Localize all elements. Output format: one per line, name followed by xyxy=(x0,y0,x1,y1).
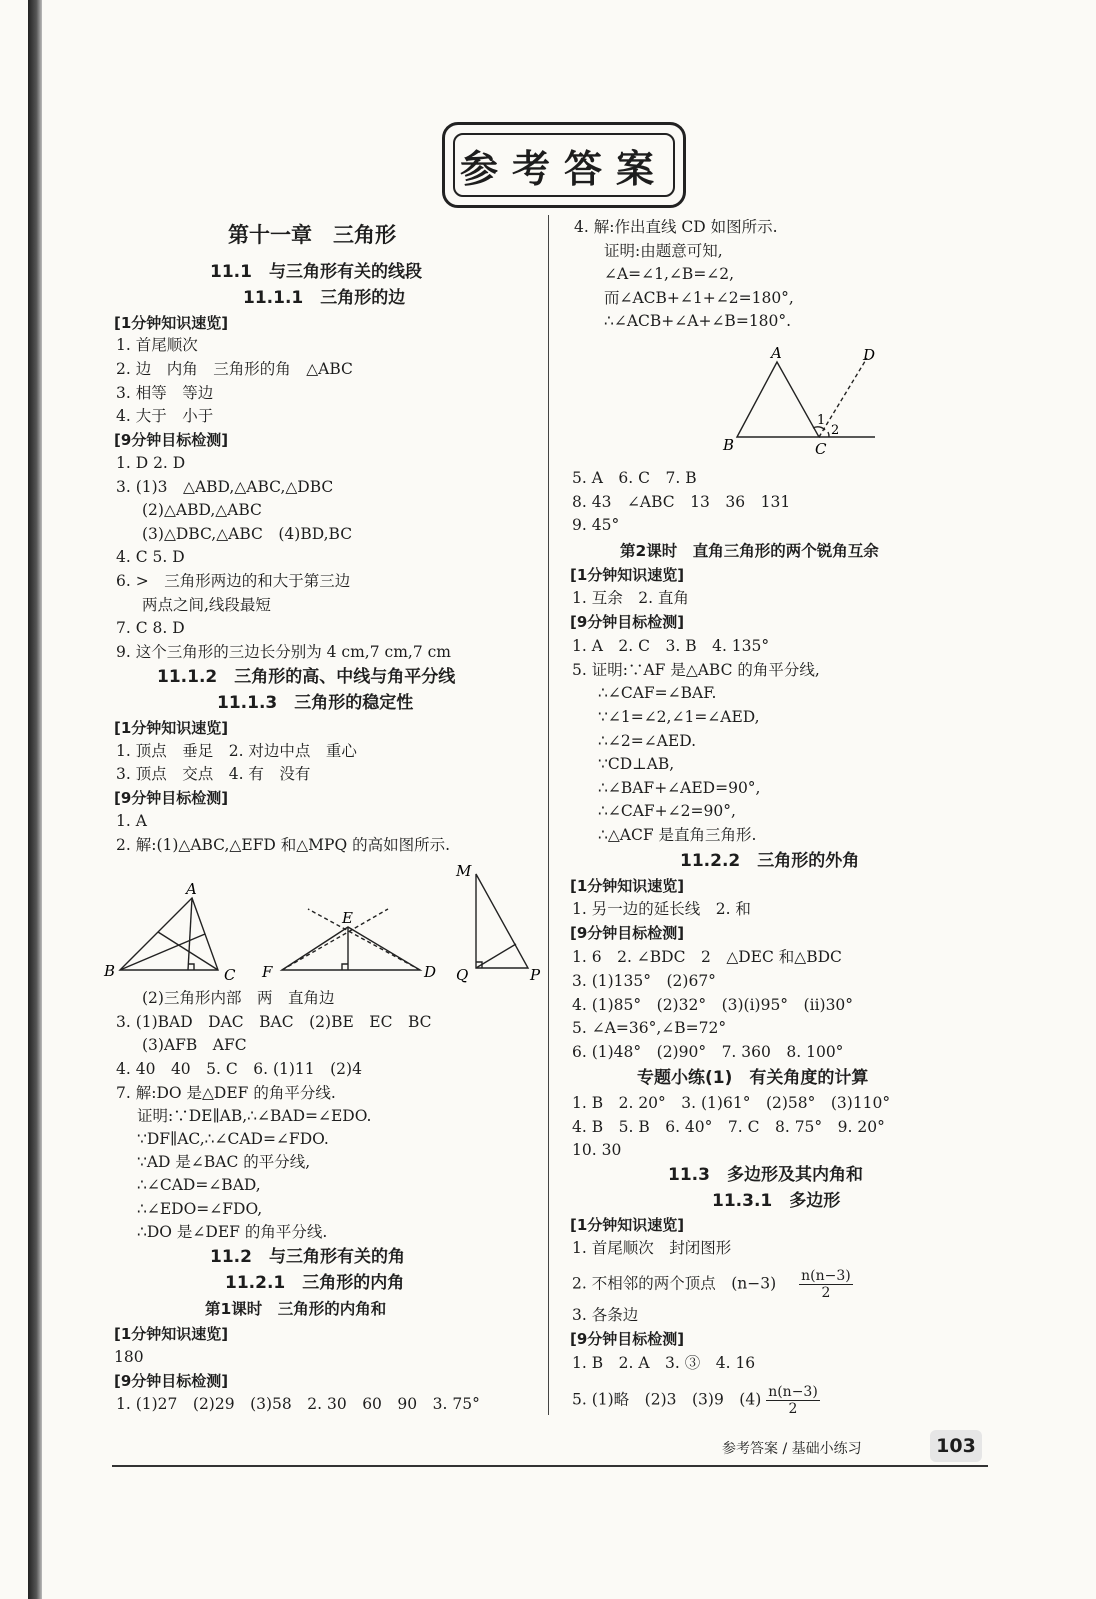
section-heading: 11.2.1 三角形的内角 xyxy=(225,1273,405,1293)
answer-line: 9. 这个三角形的三边长分别为 4 cm,7 cm,7 cm xyxy=(116,643,451,661)
section-heading: 11.1.1 三角形的边 xyxy=(243,288,406,308)
label-d: D xyxy=(863,346,876,364)
triangle-efd xyxy=(282,927,420,970)
answer-line: 3. 各条边 xyxy=(572,1306,639,1324)
answer-line: 1. 顶点 垂足 2. 对边中点 重心 xyxy=(116,742,357,760)
book-spine xyxy=(28,0,42,1599)
section-heading: 11.1.2 三角形的高、中线与角平分线 xyxy=(157,667,456,687)
answer-line: (3)AFB AFC xyxy=(142,1036,247,1054)
answer-line: ∴△ACF 是直角三角形. xyxy=(598,826,757,844)
answer-line: 6. (1)48° (2)90° 7. 360 8. 100° xyxy=(572,1043,844,1061)
answer-line-poly-5 xyxy=(572,1384,820,1417)
section-heading: 第十一章 三角形 xyxy=(228,223,396,247)
answer-line: 1. 6 2. ∠BDC 2 △DEC 和△BDC xyxy=(572,948,842,966)
section-heading: [9分钟目标检测] xyxy=(114,431,229,449)
answer-line: (3)△DBC,△ABC (4)BD,BC xyxy=(142,525,353,543)
label-q: Q xyxy=(456,966,469,984)
section-heading: [1分钟知识速览] xyxy=(114,314,229,332)
answer-line: ∴DO 是∠DEF 的角平分线. xyxy=(137,1223,328,1241)
answer-line: ∴∠CAF=∠BAF. xyxy=(598,684,717,702)
page-number: 103 xyxy=(930,1430,982,1462)
section-heading: 第1课时 三角形的内角和 xyxy=(205,1300,387,1318)
fraction-numerator: n(n−3) xyxy=(768,1384,818,1400)
label-p: P xyxy=(530,966,541,984)
label-m: M xyxy=(456,862,472,880)
answer-line: 证明:∵DE∥AB,∴∠BAD=∠EDO. xyxy=(137,1107,372,1125)
answer-line: (2)△ABD,△ABC xyxy=(142,501,262,519)
label-b: B xyxy=(104,962,116,980)
answer-line: 1. (1)27 (2)29 (3)58 2. 30 60 90 3. 75° xyxy=(116,1395,480,1413)
answer-line: ∠A=∠1,∠B=∠2, xyxy=(604,265,735,283)
answer-line: 9. 45° xyxy=(572,516,620,534)
label-c: C xyxy=(224,966,236,984)
answer-line: 5. 证明:∵AF 是△ABC 的角平分线, xyxy=(572,661,820,679)
answer-line: 2. 边 内角 三角形的角 △ABC xyxy=(116,360,353,378)
answer-line: ∴∠BAF+∠AED=90°, xyxy=(598,779,761,797)
section-heading: 11.3.1 多边形 xyxy=(712,1191,841,1211)
label-c: C xyxy=(815,440,827,458)
fraction-numerator: n(n−3) xyxy=(801,1268,851,1284)
answer-line: ∴∠CAD=∠BAD, xyxy=(137,1176,261,1194)
section-heading: 11.1.3 三角形的稳定性 xyxy=(217,693,414,713)
section-heading: [1分钟知识速览] xyxy=(570,566,685,584)
section-heading: 11.2.2 三角形的外角 xyxy=(680,851,860,871)
answer-line: ∴∠2=∠AED. xyxy=(598,732,696,750)
altitude-f-ext xyxy=(282,909,388,970)
answer-line: 1. A xyxy=(116,812,147,830)
figure-triangle-efd xyxy=(260,905,440,987)
fraction xyxy=(766,1384,820,1417)
answer-line: 1. 互余 2. 直角 xyxy=(572,589,689,607)
answer-line: 1. D 2. D xyxy=(116,454,186,472)
answer-line: 而∠ACB+∠1+∠2=180°, xyxy=(604,289,794,307)
section-heading: [9分钟目标检测] xyxy=(570,613,685,631)
label-e: E xyxy=(342,909,353,927)
column-divider xyxy=(548,215,549,1415)
figure-triangle-mpq xyxy=(450,860,545,985)
answer-line: 5. A 6. C 7. B xyxy=(572,469,697,487)
section-heading: 专题小练(1) 有关角度的计算 xyxy=(637,1068,869,1088)
altitude-d-ext xyxy=(308,909,420,970)
answer-line: 180 xyxy=(114,1348,144,1366)
section-heading: [1分钟知识速览] xyxy=(114,1325,229,1343)
section-heading: [1分钟知识速览] xyxy=(570,877,685,895)
figure-triangle-abc xyxy=(100,880,250,985)
answer-line: 证明:由题意可知, xyxy=(604,242,723,260)
triangle-mpq xyxy=(476,874,528,968)
section-heading: 第2课时 直角三角形的两个锐角互余 xyxy=(620,542,879,560)
answer-line: 1. A 2. C 3. B 4. 135° xyxy=(572,637,770,655)
answer-line: 3. 顶点 交点 4. 有 没有 xyxy=(116,765,311,783)
answer-line: 4. 大于 小于 xyxy=(116,407,214,425)
answer-line: 8. 43 ∠ABC 13 36 131 xyxy=(572,493,791,511)
section-heading: [1分钟知识速览] xyxy=(114,719,229,737)
label-f: F xyxy=(262,963,273,981)
section-heading: 11.1 与三角形有关的线段 xyxy=(210,262,422,282)
answer-line: 1. B 2. A 3. ③ 4. 16 xyxy=(572,1354,756,1372)
section-heading: [9分钟目标检测] xyxy=(114,789,229,807)
answer-line: 4. (1)85° (2)32° (3)(ⅰ)95° (ⅱ)30° xyxy=(572,996,854,1014)
answer-line: 3. 相等 等边 xyxy=(116,384,214,402)
fraction-denominator: 2 xyxy=(788,1401,798,1417)
poly5-text: 5. (1)略 (2)3 (3)9 (4) xyxy=(572,1390,762,1409)
section-heading: 11.2 与三角形有关的角 xyxy=(210,1247,405,1267)
answer-line: 1. 首尾顺次 封闭图形 xyxy=(572,1239,732,1257)
answer-line: ∵DF∥AC,∴∠CAD=∠FDO. xyxy=(137,1130,329,1148)
answer-line: 4. 解:作出直线 CD 如图所示. xyxy=(574,218,778,236)
answer-line: 1. 另一边的延长线 2. 和 xyxy=(572,900,751,918)
answer-line: 10. 30 xyxy=(572,1141,622,1159)
answer-line: 3. (1)3 △ABD,△ABC,△DBC xyxy=(116,478,334,496)
figure-triangle-cd xyxy=(715,340,885,460)
answer-line: (2)三角形内部 两 直角边 xyxy=(142,989,335,1007)
answer-line: 两点之间,线段最短 xyxy=(142,596,271,614)
right-angle-mark xyxy=(342,964,348,970)
angle-arc-2 xyxy=(828,432,829,437)
answer-line: 7. 解:DO 是△DEF 的角平分线. xyxy=(116,1084,336,1102)
section-heading: [9分钟目标检测] xyxy=(570,1330,685,1348)
answer-line: 1. 首尾顺次 xyxy=(116,336,198,354)
altitude-a xyxy=(188,898,192,970)
answer-line: 4. 40 40 5. C 6. (1)11 (2)4 xyxy=(116,1060,362,1078)
fraction-denominator: 2 xyxy=(821,1285,831,1301)
label-angle-2: 2 xyxy=(831,423,840,438)
section-heading: [1分钟知识速览] xyxy=(570,1216,685,1234)
label-d: D xyxy=(424,963,437,981)
answer-line: ∴∠ACB+∠A+∠B=180°. xyxy=(604,312,792,330)
answer-line: ∵CD⊥AB, xyxy=(598,755,675,773)
poly2-text: 2. 不相邻的两个顶点 (n−3) xyxy=(572,1274,777,1293)
answer-line: 3. (1)BAD DAC BAC (2)BE EC BC xyxy=(116,1013,432,1031)
answer-line: ∴∠EDO=∠FDO, xyxy=(137,1200,263,1218)
answer-line: 1. B 2. 20° 3. (1)61° (2)58° (3)110° xyxy=(572,1094,891,1112)
answer-line: ∵AD 是∠BAC 的平分线, xyxy=(137,1153,311,1171)
answer-line: 4. C 5. D xyxy=(116,548,185,566)
answer-line: ∴∠CAF+∠2=90°, xyxy=(598,802,736,820)
answer-line: 5. ∠A=36°,∠B=72° xyxy=(572,1019,727,1037)
answer-line-poly-2 xyxy=(572,1268,853,1301)
fraction xyxy=(799,1268,853,1301)
label-b: B xyxy=(723,436,735,454)
answer-line: 3. (1)135° (2)67° xyxy=(572,972,716,990)
triangle-abc-2 xyxy=(737,362,819,437)
title-frame xyxy=(442,122,686,208)
label-angle-1: 1 xyxy=(817,413,826,428)
section-heading: 11.3 多边形及其内角和 xyxy=(668,1165,863,1185)
answer-line: 6. > 三角形两边的和大于第三边 xyxy=(116,572,351,590)
answer-line: 7. C 8. D xyxy=(116,619,185,637)
section-heading: [9分钟目标检测] xyxy=(570,924,685,942)
label-a: A xyxy=(186,880,197,898)
answer-line: 2. 解:(1)△ABC,△EFD 和△MPQ 的高如图所示. xyxy=(116,836,451,854)
label-a: A xyxy=(771,344,782,362)
answer-line: ∵∠1=∠2,∠1=∠AED, xyxy=(598,708,760,726)
section-heading: [9分钟目标检测] xyxy=(114,1372,229,1390)
line-cd xyxy=(819,358,867,437)
page-title: 参考答案 xyxy=(453,133,675,197)
footer-label: 参考答案 / 基础小练习 xyxy=(722,1441,862,1457)
footer-rule xyxy=(112,1465,988,1467)
answer-line: 4. B 5. B 6. 40° 7. C 8. 75° 9. 20° xyxy=(572,1118,885,1136)
